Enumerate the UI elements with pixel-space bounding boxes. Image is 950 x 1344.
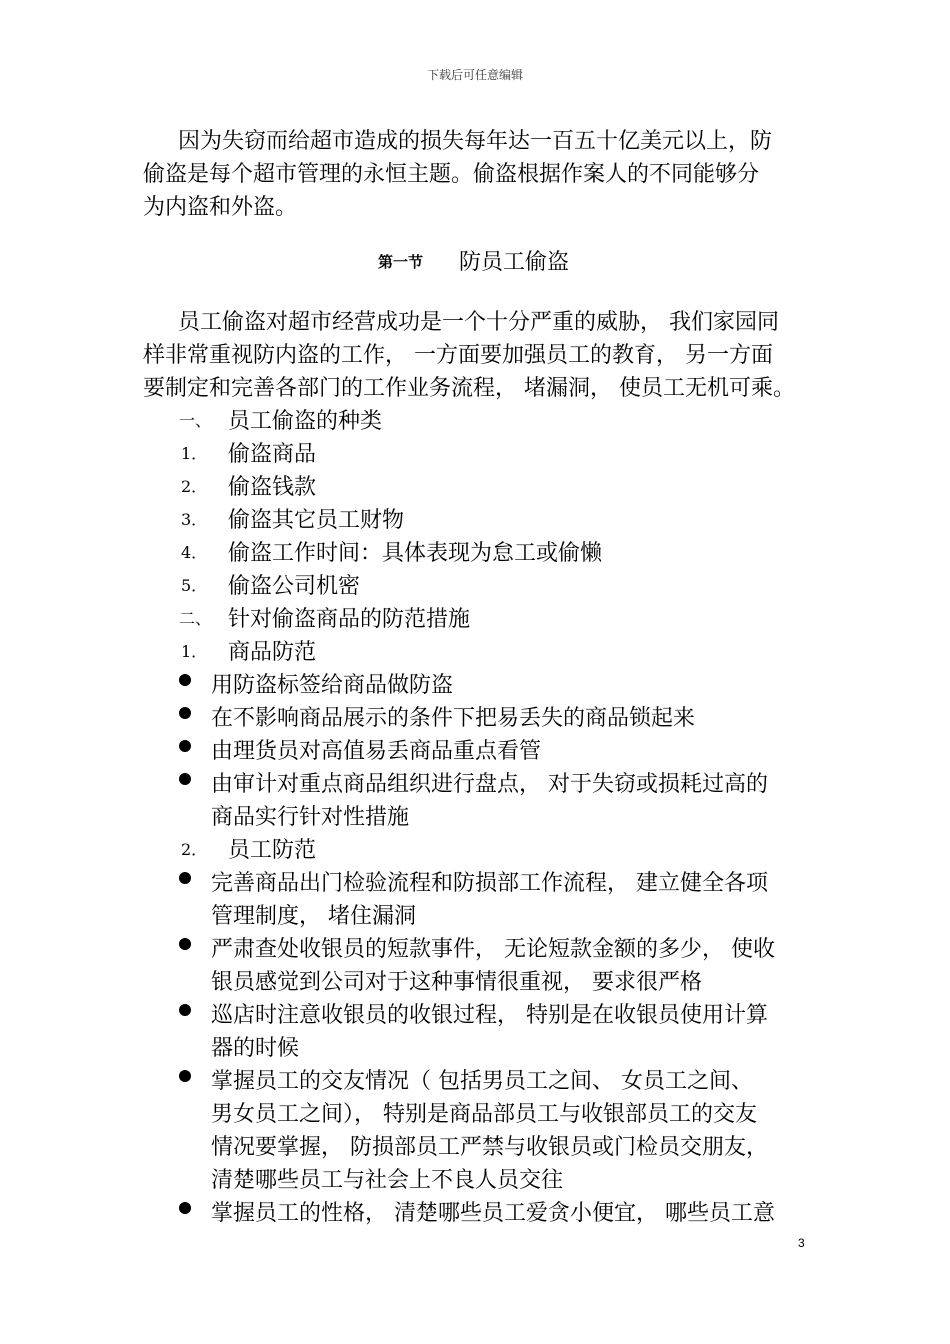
section-title: 防员工偷盗 <box>459 250 570 275</box>
item-number: 1． <box>181 444 208 463</box>
item-number: 一、 <box>179 411 212 430</box>
item-text: 偷盗商品 <box>228 442 317 467</box>
bullet-icon <box>179 707 191 719</box>
bullet-text: 银员感觉到公司对于这种事情很重视， 要求很严格 <box>211 970 702 995</box>
item-number: 1． <box>181 642 208 661</box>
bullet-icon <box>179 938 191 950</box>
bullet-text: 管理制度， 堵住漏洞 <box>211 904 416 929</box>
bullet-icon <box>179 872 191 884</box>
page-number: 3 <box>798 1236 805 1250</box>
item-number: 5． <box>181 576 208 595</box>
item-text: 针对偷盗商品的防范措施 <box>228 607 471 632</box>
item-text: 偷盗公司机密 <box>228 574 361 599</box>
bullet-icon <box>179 1070 191 1082</box>
bullet-text: 男女员工之间）， 特别是商品部员工与收银部员工的交友 <box>211 1102 757 1127</box>
bullet-icon <box>179 740 191 752</box>
item-number: 4． <box>181 543 208 562</box>
item-text: 偷盗钱款 <box>228 475 317 500</box>
item-number: 二、 <box>179 609 212 628</box>
item-number: 2． <box>181 840 208 859</box>
item-number: 2． <box>181 477 208 496</box>
bullet-text: 由审计对重点商品组织进行盘点， 对于失窃或损耗过高的 <box>211 772 768 797</box>
bullet-text: 严肃查处收银员的短款事件， 无论短款金额的多少， 使收 <box>211 937 775 962</box>
para2-line-1: 员工偷盗对超市经营成功是一个十分严重的威胁， 我们家园同 <box>178 310 779 335</box>
item-number: 3． <box>181 510 208 529</box>
item-text: 员工偷盗的种类 <box>228 409 383 434</box>
intro-line-1: 因为失窃而给超市造成的损失每年达一百五十亿美元以上，防 <box>178 129 773 154</box>
bullet-text: 掌握员工的性格， 清楚哪些员工爱贪小便宜， 哪些员工意 <box>211 1201 775 1226</box>
intro-line-3: 为内盗和外盗。 <box>143 195 298 220</box>
bullet-text: 商品实行针对性措施 <box>211 805 410 830</box>
bullet-icon <box>179 1202 191 1214</box>
bullet-icon <box>179 773 191 785</box>
item-text: 偷盗其它员工财物 <box>228 508 405 533</box>
bullet-text: 情况要掌握， 防损部员工严禁与收银员或门检员交朋友， <box>211 1135 768 1160</box>
bullet-icon <box>179 674 191 686</box>
section-number: 第一节 <box>378 253 424 271</box>
intro-line-2: 偷盗是每个超市管理的永恒主题。偷盗根据作案人的不同能够分 <box>143 162 760 187</box>
item-text: 商品防范 <box>228 640 317 665</box>
bullet-text: 器的时候 <box>211 1036 300 1061</box>
para2-line-2: 样非常重视防内盗的工作， 一方面要加强员工的教育， 另一方面 <box>143 343 773 368</box>
bullet-text: 清楚哪些员工与社会上不良人员交往 <box>211 1168 564 1193</box>
page-header: 下载后可任意编辑 <box>426 68 523 82</box>
bullet-text: 在不影响商品展示的条件下把易丢失的商品锁起来 <box>211 706 696 731</box>
item-text: 偷盗工作时间：具体表现为怠工或偷懒 <box>228 541 603 566</box>
bullet-icon <box>179 1004 191 1016</box>
bullet-text: 用防盗标签给商品做防盗 <box>211 673 454 698</box>
para2-line-3: 要制定和完善各部门的工作业务流程， 堵漏洞， 使员工无机可乘。 <box>143 376 795 401</box>
bullet-text: 巡店时注意收银员的收银过程， 特别是在收银员使用计算 <box>211 1003 768 1028</box>
bullet-text: 完善商品出门检验流程和防损部工作流程， 建立健全各项 <box>211 871 768 896</box>
item-text: 员工防范 <box>228 838 317 863</box>
bullet-text: 由理货员对高值易丢商品重点看管 <box>211 739 542 764</box>
bullet-text: 掌握员工的交友情况（ 包括男员工之间、 女员工之间、 <box>211 1069 753 1094</box>
